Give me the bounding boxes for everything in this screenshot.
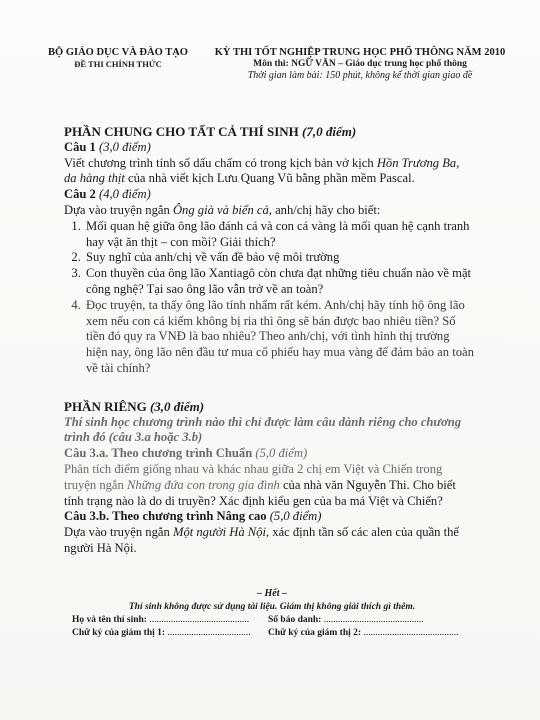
q2-intro-a: Dựa vào truyện ngắn xyxy=(64,202,173,217)
candidate-row xyxy=(72,615,472,625)
question-2-intro xyxy=(64,203,474,219)
q3b-text-b: , xác định tần số các alen của quần thể người Hà Nội. xyxy=(64,525,459,555)
q3a-text-b: của nhà văn Nguyễn Thi. Cho biết tính trạng nào là do di truyền? Xác định kiểu gen của ba má Việt và Chiến? xyxy=(64,477,456,508)
subject-line xyxy=(200,59,520,69)
private-points: (3,0 điểm) xyxy=(149,398,205,414)
q3b-text-italic: Một người Hà Nội xyxy=(172,525,266,540)
exam-footer xyxy=(72,588,472,638)
sig2-field: ........................................ xyxy=(363,628,459,638)
exam-title: KỲ THI TỐT NGHIỆP TRUNG HỌC PHỔ THÔNG NĂM 2010 xyxy=(214,47,506,58)
q2-points: (4,0 điểm) xyxy=(99,187,151,202)
q1-text-a: Viết chương trình tính số dấu chấm có trong kịch bản vở kịch xyxy=(64,155,377,170)
official-label: ĐỀ THI CHÍNH THỨC xyxy=(74,59,162,69)
question-3a-heading xyxy=(64,446,474,462)
q2-label: Câu 2 xyxy=(64,187,96,202)
q2-item: 2. Suy nghĩ của anh/chị về vấn đề bảo vệ môi trường xyxy=(84,250,474,266)
question-3a-text xyxy=(64,462,474,509)
q2-item: 1. Mối quan hệ giữa ông lão đánh cá và con cá vàng là mối quan hệ cạnh tranh hay vật ăn thịt – con mồi? Giải thích? xyxy=(84,219,474,251)
q1-label: Câu 1 xyxy=(64,139,96,154)
sbd-field: .......................................... xyxy=(323,615,424,625)
q2-intro-b: , anh/chị hãy cho biết: xyxy=(268,202,381,217)
question-3b-heading xyxy=(64,509,474,525)
private-section-title xyxy=(64,399,474,415)
q3b-points: (5,0 điểm) xyxy=(269,509,322,524)
common-points: (7,0 điểm) xyxy=(302,124,357,139)
q3a-text-a: Phân tích điểm giống nhau và khác nhau giữa 2 chị em Việt và Chiến trong truyện ngắn xyxy=(64,461,443,492)
private-title-text: PHẦN RIÊNG xyxy=(64,398,147,414)
sig1-field: ................................... xyxy=(167,628,251,638)
q1-points: (3,0 điểm) xyxy=(99,139,151,154)
q2-intro-italic: Ông già và biển cả xyxy=(172,202,269,217)
sbd-label: Số báo danh: xyxy=(268,615,322,625)
sig1-label: Chữ ký của giám thị 1: xyxy=(72,628,166,638)
question-2-heading xyxy=(64,187,474,203)
private-intro: Thí sinh học chương trình nào thì chỉ được làm câu dành riêng cho chương trình đó (câu 3.a hoặc 3.b) xyxy=(64,414,462,445)
q1-text-b: của nhà viết kịch Lưu Quang Vũ bằng phần mềm Pascal. xyxy=(124,171,415,186)
q2-item: 3. Con thuyền của ông lão Xantiagô còn chưa đạt những tiêu chuẩn nào về mặt công nghệ? Tại sao ông lão vẫn trở về an toàn? xyxy=(84,266,474,298)
subject-label: Môn thi: xyxy=(253,59,289,69)
subject-name: NGỮ VĂN – Giáo dục trung học phổ thông xyxy=(291,59,467,69)
q3b-label: Câu 3.b. Theo chương trình Nâng cao xyxy=(64,509,267,524)
q3a-points: (5,0 điểm) xyxy=(255,446,308,461)
common-section-title xyxy=(64,124,474,140)
name-label: Họ và tên thí sinh: xyxy=(72,615,147,625)
question-1-text xyxy=(64,156,474,188)
question-3b-text xyxy=(64,525,474,557)
ministry-name: BỘ GIÁO DỤC VÀ ĐÀO TẠO xyxy=(48,47,188,58)
sig2-label: Chữ ký của giám thị 2: xyxy=(268,628,362,638)
header-right xyxy=(200,47,520,81)
exam-body xyxy=(64,124,474,557)
q2-item: 4. Đọc truyện, ta thấy ông lão tính nhẩm rất kém. Anh/chị hãy tính hộ ông lão xem nếu con cá kiếm không bị ria thì ông sẽ bán được bao nhiêu tiền? Số tiền đó quy ra VNĐ là bao nhiêu? Theo anh/chị, với tình hình thị trường hiện nay, ông lão nên đầu tư mua cổ phiếu hay mua vàng để đảm bảo an toàn về tài chính? xyxy=(84,298,474,377)
time-limit: Thời gian làm bài: 150 phút, không kể thời gian giao đề xyxy=(247,70,473,81)
question-2-items xyxy=(64,219,474,377)
question-1-heading xyxy=(64,140,474,156)
footer-note: Thí sinh không được sử dụng tài liệu. Giám thị không giải thích gì thêm. xyxy=(128,602,416,612)
q3a-label: Câu 3.a. Theo chương trình Chuẩn xyxy=(64,446,253,461)
common-title-text: PHẦN CHUNG CHO TẤT CẢ THÍ SINH xyxy=(64,124,299,139)
q3b-text-a: Dựa vào truyện ngắn xyxy=(64,525,173,540)
name-field: .......................................... xyxy=(149,615,250,625)
q3a-text-italic: Những đứa con trong gia đình xyxy=(126,477,280,492)
q1-text-italic: Hồn Trương Ba, da hàng thịt xyxy=(64,155,460,186)
end-marker: – Hết – xyxy=(257,588,287,599)
header-left xyxy=(28,47,208,69)
signature-row xyxy=(72,628,472,638)
